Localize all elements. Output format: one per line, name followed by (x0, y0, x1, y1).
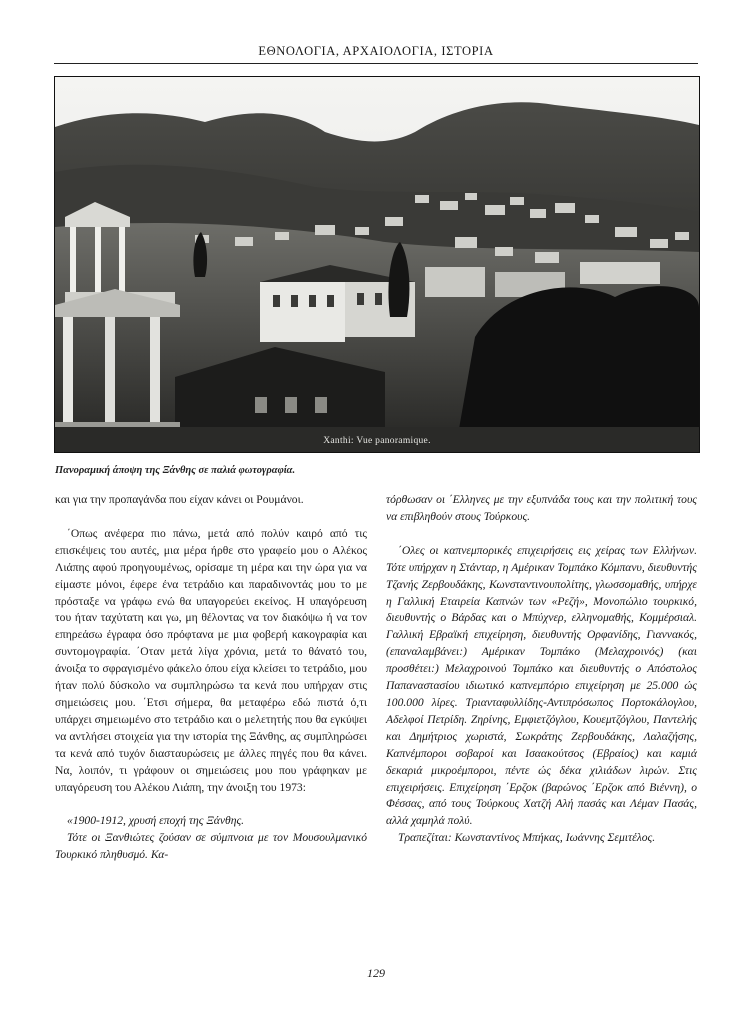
left-paragraph-2: ΄Οπως ανέφερα πιο πάνω, μετά από πολύν καιρό από τις επισκέψεις του αυτές, μια μέρα ήρθε στο γραφείο μου ο Αλέκος Λιάπης αφού προηγουμένως, ορίσαμε τη μέρα και την ώρα για να είμαστε μόνοι, έφερε ένα τετράδιο και παραδινοντάς μου το με πρόσταξε να γράφω ενώ θα υπαγορεύει εκείνος. Η υπαγόρευση του ήταν ταχύτατη και γω, μη θέλοντας να τον διακόψω ή να τον επηρεάσω έγραφα όσο πρόφτανα με μια φοβερή κακογραφία και συντομογραφία. ΄Οταν μετά λίγα χρόνια, μετά το θάνατό του, άνοιξα το σφραγισμένο φάκελο όπου είχα κλείσει το τετράδιο, μου ήταν πολύ δύσκολο να συμπληρώσω τα κενά που υπήρχαν στις σημειώσεις μου. ΄Ετσι σήμερα, θα μεταφέρω εδώ πιστά ό,τι υπάρχει σημειωμένο στο τετράδιο και ο μελετητής που θα εγκύψει να αντλήσει στοιχεία για την ιστορία της Ξάνθης, ας συμπληρώσει τα κενά από τυχόν διασταυρώσεις με άλλες πηγές που θα κάνει. Να, λοιπόν, τι γράφουν οι σημειώσεις μου που γράφηκαν με υπαγόρευση του Αλέκου Λιάπη, την άνοιξη του 1973: (55, 526, 367, 794)
right-paragraph-3: Τραπεζίται: Κωνσταντίνος Μπήκας, Ιωάννης Σεμιτέλος. (398, 831, 656, 845)
left-paragraph-3: «1900-1912, χρυσή εποχή της Ξάνθης. (67, 814, 245, 828)
figure-caption: Πανοραμική άποψη της Ξάνθης σε παλιά φωτογραφία. (55, 465, 296, 476)
running-head: ΕΘΝΟΛΟΓΙΑ, ΑΡΧΑΙΟΛΟΓΙΑ, ΙΣΤΟΡΙΑ (54, 44, 698, 64)
panorama-photo (54, 76, 700, 453)
panorama-photo-image (55, 77, 699, 452)
right-paragraph-1: τόρθωσαν οι ΄Ελληνες με την εξυπνάδα τους και την πολιτική τους να επιβληθούν στους Τούρκους. (386, 493, 697, 523)
left-paragraph-1: και για την προπαγάνδα που είχαν κάνει οι Ρουμάνοι. (55, 493, 304, 506)
photo-inscription: Xanthi: Vue panoramique. (323, 436, 431, 446)
left-column (55, 492, 367, 881)
page-number: 129 (367, 966, 385, 980)
right-paragraph-2: ΄Ολες οι καπνεμπορικές επιχειρήσεις εις χείρας των Ελλήνων. Τότε υπήρχαν η Στάνταρ, η Αμέρικαν Τομπάκο Κόμπανυ, διευθυντής Τζανής Ζερβουδάκης, Κωνσταντινουπολίτης, γλωσσομαθής, υπήρχε η Γαλλική Εταιρεία Καπνών των «Ρεζή», Μονοπώλιο τουρκικό, διευθυντής ο Βάρδας και ο Μπύχνερ, ελληνομαθής, Κομμέρσιαλ. Γαλλική Εβραϊκή επιχείρηση, διευθυντής Ορφανίδης, Γιαννακός, (επαναλαμβάνει:) Αμέρικαν Τομπάκο (Μελαχροινός) (και προσθέτει:) Μελαχροινού Τομπάκο και διευθυντής ο Απόστολος Παπαναστασίου ιδιωτικό καπνεμπόριο επιχείρηση με 25.000 ώς 100.000 λίρες. Τριανταφυλλίδης-Αντιπρόσωπος Πορτοκάλογλου, Αδελφοί Πετρίδη. Ζηρίνης, Εμφιετζόγλου, Κουεμτζόγλου, Παντελής και Δημήτριος χωριστά, Σωκράτης Ζερβουδάκης, Λαλαζήσης, Καπνέμποροι σοβαροί και Ισαακούτσος (Εβραίος) και καμιά δεκαριά μικροέμποροι, πέντε ώς δέκα χιλιάδων λιρών. Στις επιχειρήσεις. Επιχείρηση ΄Ερζοκ (βαρώνος ΄Ερζοκ από Βιέννη), ο Φέσσας, από τους Τούρκους Χατζή Αλή πασάς και Λέμαν Πασάς, αλλά χαμηλά πολύ. (386, 543, 697, 828)
right-column (386, 492, 697, 864)
left-paragraph-4: Τότε οι Ξανθιώτες ζούσαν σε σύμπνοια με τον Μουσουλμανικό Τουρκικό πληθυσμό. Κα- (55, 831, 367, 862)
